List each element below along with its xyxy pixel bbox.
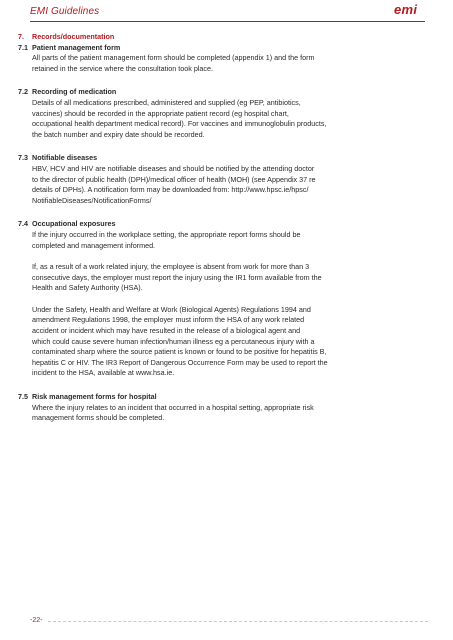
text-line: incident to the HSA, available at www.hsa.ie.	[32, 368, 175, 378]
subsection-title: Patient management form	[32, 42, 121, 52]
indent-spacer	[18, 98, 32, 140]
paragraph	[18, 403, 433, 424]
header-divider	[30, 21, 425, 22]
text-line: All parts of the patient management form should be completed (appendix 1) and the form	[32, 53, 315, 63]
subsection-heading	[18, 219, 433, 230]
text-line: contaminated sharp where the source patient is known or found to be positive for hepatitis B,	[32, 347, 327, 357]
paragraph-body	[32, 230, 433, 251]
document-body	[18, 32, 433, 424]
text-line: retained in the service where the consultation took place.	[32, 63, 213, 73]
subsection-title: Risk management forms for hospital	[32, 392, 157, 402]
paragraph-body	[32, 403, 433, 424]
page-header	[0, 0, 453, 20]
paragraph	[18, 305, 433, 379]
subsection-number: 7.1	[18, 42, 28, 52]
text-line: If the injury occurred in the workplace setting, the appropriate report forms should be	[32, 229, 301, 239]
text-line: Health and Safety Authority (HSA).	[32, 283, 143, 293]
subsection-7-3	[18, 153, 433, 206]
paragraph-body	[32, 98, 433, 140]
text-line: Where the injury relates to an incident that occurred in a hospital setting, appropriate risk	[32, 402, 314, 412]
paragraph	[18, 262, 433, 294]
indent-spacer	[18, 53, 32, 74]
text-line: vaccines) should be recorded in the appropriate patient record (eg hospital chart,	[32, 108, 289, 118]
paragraph-body	[32, 164, 433, 206]
text-line: accident or incident which may have resulted in the release of a biological agent and	[32, 326, 301, 336]
text-line: NotifiableDiseases/NotificationForms/	[32, 195, 152, 205]
footer-divider	[48, 621, 428, 622]
indent-spacer	[18, 230, 32, 251]
subsection-heading	[18, 87, 433, 98]
section-title: Records/documentation	[32, 32, 115, 41]
subsection-heading	[18, 153, 433, 164]
text-line: management forms should be completed.	[32, 413, 165, 423]
text-line: consecutive days, the employer must report the injury using the IR1 form available from the	[32, 272, 322, 282]
subsection-7-1	[18, 43, 433, 75]
paragraph	[18, 230, 433, 251]
indent-spacer	[18, 164, 32, 206]
text-line: HBV, HCV and HIV are notifiable diseases and should be notified by the attending doctor	[32, 163, 315, 173]
subsection-7-2	[18, 87, 433, 140]
emi-logo	[394, 2, 417, 17]
paragraph	[18, 53, 433, 74]
paragraph	[18, 98, 433, 140]
paragraph	[18, 164, 433, 206]
subsection-heading	[18, 392, 433, 403]
paragraph-body	[32, 305, 433, 379]
paragraph-body	[32, 53, 433, 74]
text-line: details of DPHs). A notification form may be downloaded from: http://www.hpsc.ie/hpsc/	[32, 185, 309, 195]
text-line: amendment Regulations 1998, the employer must inform the HSA of any work related	[32, 315, 305, 325]
subsection-title: Occupational exposures	[32, 219, 116, 229]
indent-spacer	[18, 262, 32, 294]
subsection-7-5	[18, 392, 433, 424]
subsection-number: 7.4	[18, 219, 28, 229]
subsection-7-4	[18, 219, 433, 379]
section-number: 7.	[18, 32, 24, 41]
subsection-number: 7.5	[18, 392, 28, 402]
text-line: the batch number and expiry date should be recorded.	[32, 129, 205, 139]
text-line: completed and management informed.	[32, 240, 156, 250]
section-heading	[18, 32, 433, 43]
subsection-heading	[18, 43, 433, 54]
text-line: Details of all medications prescribed, administered and supplied (eg PEP, antibiotics,	[32, 97, 301, 107]
text-line: occupational health department medical record). For vaccines and immunoglobulin products,	[32, 119, 327, 129]
subsection-title: Recording of medication	[32, 87, 117, 97]
header-title: EMI Guidelines	[30, 6, 100, 17]
indent-spacer	[18, 305, 32, 379]
text-line: hepatitis C or HIV. The IR3 Report of Dangerous Occurrence Form may be used to report the	[32, 357, 328, 367]
logo-text: emi	[394, 2, 418, 17]
text-line: Under the Safety, Health and Welfare at Work (Biological Agents) Regulations 1994 and	[32, 304, 311, 314]
text-line: to the director of public health (DPH)/medical officer of health (MOH) (see Appendix 37 re	[32, 174, 316, 184]
text-line: If, as a result of a work related injury, the employee is absent from work for more than 3	[32, 262, 310, 272]
text-line: which could cause severe human infection/human illness eg a percutaneous injury with a	[32, 336, 315, 346]
subsection-title: Notifiable diseases	[32, 153, 98, 163]
page-number: -22-	[30, 617, 43, 624]
subsection-number: 7.2	[18, 87, 28, 97]
subsection-number: 7.3	[18, 153, 28, 163]
subsection-list	[18, 43, 433, 424]
indent-spacer	[18, 403, 32, 424]
paragraph-body	[32, 262, 433, 294]
